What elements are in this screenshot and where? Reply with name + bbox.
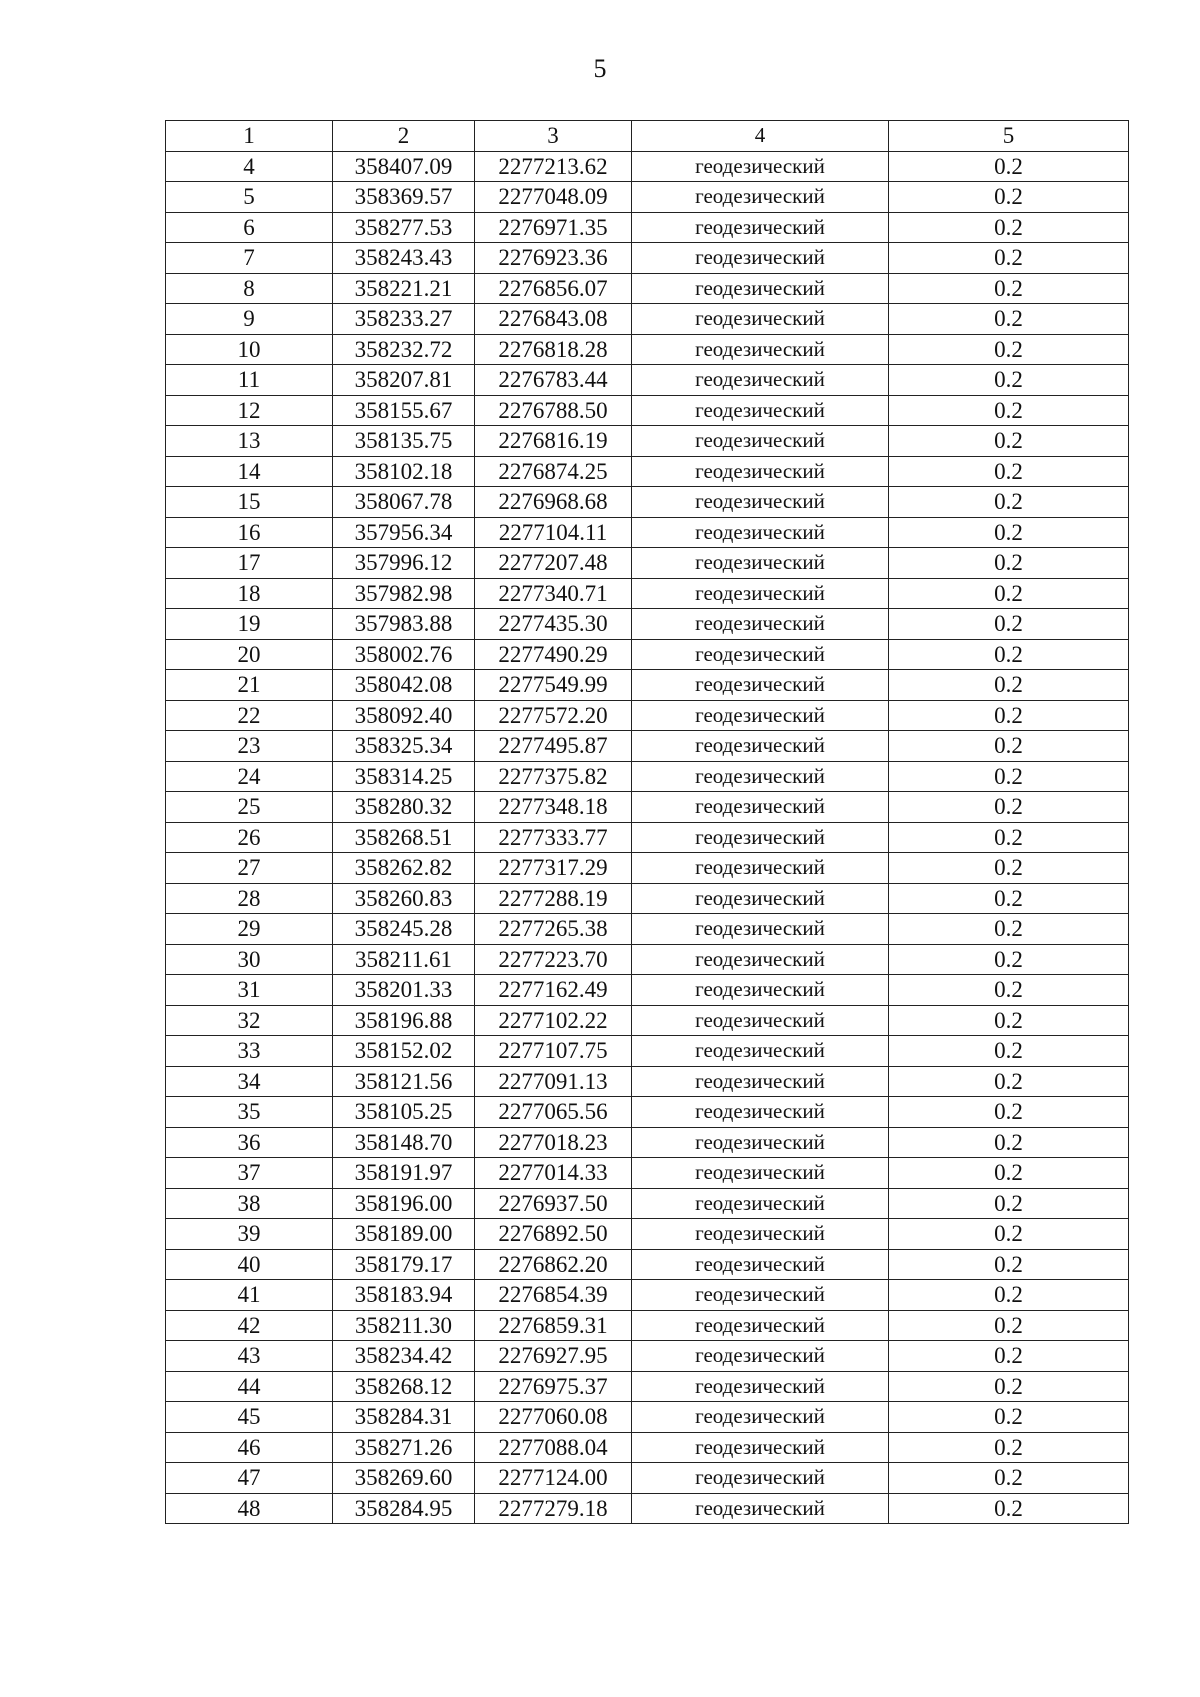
- accuracy-cell: 0.2: [889, 853, 1129, 884]
- method-cell: геодезический: [632, 700, 889, 731]
- method-cell: геодезический: [632, 1432, 889, 1463]
- method-cell: геодезический: [632, 761, 889, 792]
- y-coordinate-cell: 2277333.77: [475, 822, 632, 853]
- x-coordinate-cell: 358196.00: [333, 1188, 475, 1219]
- point-number-cell: 21: [166, 670, 333, 701]
- accuracy-cell: 0.2: [889, 426, 1129, 457]
- method-cell: геодезический: [632, 151, 889, 182]
- y-coordinate-cell: 2277317.29: [475, 853, 632, 884]
- method-cell: геодезический: [632, 365, 889, 396]
- point-number-cell: 6: [166, 212, 333, 243]
- x-coordinate-cell: 358191.97: [333, 1158, 475, 1189]
- x-coordinate-cell: 358183.94: [333, 1280, 475, 1311]
- point-number-cell: 46: [166, 1432, 333, 1463]
- point-number-cell: 12: [166, 395, 333, 426]
- point-number-cell: 34: [166, 1066, 333, 1097]
- point-number-cell: 35: [166, 1097, 333, 1128]
- y-coordinate-cell: 2277348.18: [475, 792, 632, 823]
- y-coordinate-cell: 2277279.18: [475, 1493, 632, 1524]
- accuracy-cell: 0.2: [889, 1097, 1129, 1128]
- point-number-cell: 41: [166, 1280, 333, 1311]
- y-coordinate-cell: 2277207.48: [475, 548, 632, 579]
- point-number-cell: 4: [166, 151, 333, 182]
- accuracy-cell: 0.2: [889, 1036, 1129, 1067]
- y-coordinate-cell: 2276818.28: [475, 334, 632, 365]
- table-row: [166, 853, 1129, 884]
- accuracy-cell: 0.2: [889, 975, 1129, 1006]
- table-row: [166, 792, 1129, 823]
- method-cell: геодезический: [632, 273, 889, 304]
- table-row: [166, 243, 1129, 274]
- method-cell: геодезический: [632, 1127, 889, 1158]
- y-coordinate-cell: 2277495.87: [475, 731, 632, 762]
- method-cell: геодезический: [632, 1341, 889, 1372]
- y-coordinate-cell: 2277048.09: [475, 182, 632, 213]
- x-coordinate-cell: 358221.21: [333, 273, 475, 304]
- table-row: [166, 1219, 1129, 1250]
- table-row: [166, 182, 1129, 213]
- point-number-cell: 24: [166, 761, 333, 792]
- x-coordinate-cell: 358325.34: [333, 731, 475, 762]
- accuracy-cell: 0.2: [889, 487, 1129, 518]
- point-number-cell: 31: [166, 975, 333, 1006]
- accuracy-cell: 0.2: [889, 1188, 1129, 1219]
- x-coordinate-cell: 358002.76: [333, 639, 475, 670]
- point-number-cell: 39: [166, 1219, 333, 1250]
- method-cell: геодезический: [632, 1463, 889, 1494]
- table-row: [166, 1493, 1129, 1524]
- accuracy-cell: 0.2: [889, 243, 1129, 274]
- table-body: [166, 121, 1129, 1524]
- accuracy-cell: 0.2: [889, 1493, 1129, 1524]
- x-coordinate-cell: 358135.75: [333, 426, 475, 457]
- x-coordinate-cell: 358201.33: [333, 975, 475, 1006]
- table-row: [166, 670, 1129, 701]
- x-coordinate-cell: 358268.51: [333, 822, 475, 853]
- y-coordinate-cell: 2277104.11: [475, 517, 632, 548]
- x-coordinate-cell: 358207.81: [333, 365, 475, 396]
- accuracy-cell: 0.2: [889, 1249, 1129, 1280]
- table-row: [166, 334, 1129, 365]
- method-cell: геодезический: [632, 517, 889, 548]
- method-cell: геодезический: [632, 914, 889, 945]
- table-row: [166, 731, 1129, 762]
- table-row: [166, 761, 1129, 792]
- accuracy-cell: 0.2: [889, 182, 1129, 213]
- x-coordinate-cell: 357983.88: [333, 609, 475, 640]
- point-number-cell: 18: [166, 578, 333, 609]
- x-coordinate-cell: 358121.56: [333, 1066, 475, 1097]
- method-cell: геодезический: [632, 1280, 889, 1311]
- method-cell: геодезический: [632, 548, 889, 579]
- accuracy-cell: 0.2: [889, 822, 1129, 853]
- accuracy-cell: 0.2: [889, 1310, 1129, 1341]
- y-coordinate-cell: 2277088.04: [475, 1432, 632, 1463]
- point-number-cell: 27: [166, 853, 333, 884]
- x-coordinate-cell: 358211.30: [333, 1310, 475, 1341]
- y-coordinate-cell: 2276854.39: [475, 1280, 632, 1311]
- page-number: 5: [593, 54, 607, 83]
- table-row: [166, 1310, 1129, 1341]
- y-coordinate-cell: 2276971.35: [475, 212, 632, 243]
- y-coordinate-cell: 2276783.44: [475, 365, 632, 396]
- accuracy-cell: 0.2: [889, 578, 1129, 609]
- point-number-cell: 48: [166, 1493, 333, 1524]
- table-row: [166, 548, 1129, 579]
- x-coordinate-cell: 358245.28: [333, 914, 475, 945]
- accuracy-cell: 0.2: [889, 639, 1129, 670]
- table-row: [166, 1463, 1129, 1494]
- method-cell: геодезический: [632, 944, 889, 975]
- y-coordinate-cell: 2277340.71: [475, 578, 632, 609]
- accuracy-cell: 0.2: [889, 1432, 1129, 1463]
- y-coordinate-cell: 2276927.95: [475, 1341, 632, 1372]
- y-coordinate-cell: 2276816.19: [475, 426, 632, 457]
- x-coordinate-cell: 358179.17: [333, 1249, 475, 1280]
- accuracy-cell: 0.2: [889, 914, 1129, 945]
- x-coordinate-cell: 358277.53: [333, 212, 475, 243]
- x-coordinate-cell: 358262.82: [333, 853, 475, 884]
- accuracy-cell: 0.2: [889, 395, 1129, 426]
- y-coordinate-cell: 2277490.29: [475, 639, 632, 670]
- point-number-cell: 7: [166, 243, 333, 274]
- point-number-cell: 37: [166, 1158, 333, 1189]
- method-cell: геодезический: [632, 334, 889, 365]
- x-coordinate-cell: 358260.83: [333, 883, 475, 914]
- y-coordinate-cell: 2276923.36: [475, 243, 632, 274]
- accuracy-cell: 0.2: [889, 1127, 1129, 1158]
- method-cell: геодезический: [632, 243, 889, 274]
- y-coordinate-cell: 2276856.07: [475, 273, 632, 304]
- accuracy-cell: 0.2: [889, 334, 1129, 365]
- header-cell: 3: [475, 121, 632, 152]
- accuracy-cell: 0.2: [889, 761, 1129, 792]
- point-number-cell: 40: [166, 1249, 333, 1280]
- y-coordinate-cell: 2277213.62: [475, 151, 632, 182]
- accuracy-cell: 0.2: [889, 609, 1129, 640]
- point-number-cell: 33: [166, 1036, 333, 1067]
- header-cell: 1: [166, 121, 333, 152]
- accuracy-cell: 0.2: [889, 883, 1129, 914]
- y-coordinate-cell: 2277162.49: [475, 975, 632, 1006]
- header-cell: 2: [333, 121, 475, 152]
- table-row: [166, 1402, 1129, 1433]
- method-cell: геодезический: [632, 1036, 889, 1067]
- method-cell: геодезический: [632, 639, 889, 670]
- table-row: [166, 1280, 1129, 1311]
- point-number-cell: 38: [166, 1188, 333, 1219]
- point-number-cell: 16: [166, 517, 333, 548]
- table-row: [166, 944, 1129, 975]
- y-coordinate-cell: 2276892.50: [475, 1219, 632, 1250]
- y-coordinate-cell: 2276862.20: [475, 1249, 632, 1280]
- method-cell: геодезический: [632, 975, 889, 1006]
- accuracy-cell: 0.2: [889, 670, 1129, 701]
- accuracy-cell: 0.2: [889, 944, 1129, 975]
- table-row: [166, 273, 1129, 304]
- point-number-cell: 47: [166, 1463, 333, 1494]
- accuracy-cell: 0.2: [889, 731, 1129, 762]
- x-coordinate-cell: 358284.95: [333, 1493, 475, 1524]
- method-cell: геодезический: [632, 1219, 889, 1250]
- point-number-cell: 32: [166, 1005, 333, 1036]
- y-coordinate-cell: 2277124.00: [475, 1463, 632, 1494]
- y-coordinate-cell: 2277223.70: [475, 944, 632, 975]
- y-coordinate-cell: 2276859.31: [475, 1310, 632, 1341]
- method-cell: геодезический: [632, 1310, 889, 1341]
- point-number-cell: 13: [166, 426, 333, 457]
- method-cell: геодезический: [632, 670, 889, 701]
- x-coordinate-cell: 358092.40: [333, 700, 475, 731]
- table-row: [166, 700, 1129, 731]
- table-row: [166, 1158, 1129, 1189]
- table-row: [166, 1341, 1129, 1372]
- y-coordinate-cell: 2277091.13: [475, 1066, 632, 1097]
- x-coordinate-cell: 358105.25: [333, 1097, 475, 1128]
- method-cell: геодезический: [632, 853, 889, 884]
- accuracy-cell: 0.2: [889, 1219, 1129, 1250]
- point-number-cell: 30: [166, 944, 333, 975]
- accuracy-cell: 0.2: [889, 304, 1129, 335]
- header-cell: 5: [889, 121, 1129, 152]
- point-number-cell: 42: [166, 1310, 333, 1341]
- y-coordinate-cell: 2276843.08: [475, 304, 632, 335]
- method-cell: геодезический: [632, 1158, 889, 1189]
- method-cell: геодезический: [632, 731, 889, 762]
- table-row: [166, 639, 1129, 670]
- x-coordinate-cell: 358314.25: [333, 761, 475, 792]
- table-row: [166, 487, 1129, 518]
- x-coordinate-cell: 357996.12: [333, 548, 475, 579]
- table-row: [166, 914, 1129, 945]
- table-row: [166, 975, 1129, 1006]
- x-coordinate-cell: 358407.09: [333, 151, 475, 182]
- y-coordinate-cell: 2277288.19: [475, 883, 632, 914]
- method-cell: геодезический: [632, 1097, 889, 1128]
- accuracy-cell: 0.2: [889, 212, 1129, 243]
- table-row: [166, 426, 1129, 457]
- point-number-cell: 14: [166, 456, 333, 487]
- y-coordinate-cell: 2276975.37: [475, 1371, 632, 1402]
- coordinates-table: [165, 120, 1129, 1524]
- table-row: [166, 1432, 1129, 1463]
- point-number-cell: 25: [166, 792, 333, 823]
- x-coordinate-cell: 358284.31: [333, 1402, 475, 1433]
- x-coordinate-cell: 358042.08: [333, 670, 475, 701]
- x-coordinate-cell: 358268.12: [333, 1371, 475, 1402]
- point-number-cell: 10: [166, 334, 333, 365]
- y-coordinate-cell: 2276788.50: [475, 395, 632, 426]
- y-coordinate-cell: 2277549.99: [475, 670, 632, 701]
- table-row: [166, 578, 1129, 609]
- accuracy-cell: 0.2: [889, 548, 1129, 579]
- method-cell: геодезический: [632, 792, 889, 823]
- table-row: [166, 1005, 1129, 1036]
- point-number-cell: 8: [166, 273, 333, 304]
- method-cell: геодезический: [632, 426, 889, 457]
- table-row: [166, 883, 1129, 914]
- y-coordinate-cell: 2277435.30: [475, 609, 632, 640]
- method-cell: геодезический: [632, 212, 889, 243]
- point-number-cell: 11: [166, 365, 333, 396]
- table-row: [166, 822, 1129, 853]
- x-coordinate-cell: 358152.02: [333, 1036, 475, 1067]
- method-cell: геодезический: [632, 395, 889, 426]
- x-coordinate-cell: 358196.88: [333, 1005, 475, 1036]
- table-row: [166, 1371, 1129, 1402]
- y-coordinate-cell: 2277375.82: [475, 761, 632, 792]
- point-number-cell: 45: [166, 1402, 333, 1433]
- point-number-cell: 5: [166, 182, 333, 213]
- table-row: [166, 1249, 1129, 1280]
- table-row: [166, 151, 1129, 182]
- table-row: [166, 1036, 1129, 1067]
- y-coordinate-cell: 2277265.38: [475, 914, 632, 945]
- accuracy-cell: 0.2: [889, 1005, 1129, 1036]
- x-coordinate-cell: 358155.67: [333, 395, 475, 426]
- accuracy-cell: 0.2: [889, 365, 1129, 396]
- header-cell: 4: [632, 121, 889, 152]
- x-coordinate-cell: 358189.00: [333, 1219, 475, 1250]
- point-number-cell: 22: [166, 700, 333, 731]
- x-coordinate-cell: 358102.18: [333, 456, 475, 487]
- x-coordinate-cell: 358211.61: [333, 944, 475, 975]
- x-coordinate-cell: 358233.27: [333, 304, 475, 335]
- x-coordinate-cell: 358280.32: [333, 792, 475, 823]
- x-coordinate-cell: 358269.60: [333, 1463, 475, 1494]
- table-row: [166, 1066, 1129, 1097]
- method-cell: геодезический: [632, 487, 889, 518]
- x-coordinate-cell: 357956.34: [333, 517, 475, 548]
- x-coordinate-cell: 358234.42: [333, 1341, 475, 1372]
- point-number-cell: 43: [166, 1341, 333, 1372]
- x-coordinate-cell: 358232.72: [333, 334, 475, 365]
- y-coordinate-cell: 2276968.68: [475, 487, 632, 518]
- x-coordinate-cell: 358067.78: [333, 487, 475, 518]
- x-coordinate-cell: 358148.70: [333, 1127, 475, 1158]
- point-number-cell: 28: [166, 883, 333, 914]
- point-number-cell: 44: [166, 1371, 333, 1402]
- method-cell: геодезический: [632, 1493, 889, 1524]
- point-number-cell: 29: [166, 914, 333, 945]
- method-cell: геодезический: [632, 578, 889, 609]
- table-header-row: [166, 121, 1129, 152]
- point-number-cell: 19: [166, 609, 333, 640]
- table-row: [166, 1127, 1129, 1158]
- y-coordinate-cell: 2276937.50: [475, 1188, 632, 1219]
- method-cell: геодезический: [632, 883, 889, 914]
- accuracy-cell: 0.2: [889, 1066, 1129, 1097]
- y-coordinate-cell: 2277107.75: [475, 1036, 632, 1067]
- method-cell: геодезический: [632, 304, 889, 335]
- method-cell: геодезический: [632, 182, 889, 213]
- accuracy-cell: 0.2: [889, 273, 1129, 304]
- point-number-cell: 15: [166, 487, 333, 518]
- table-row: [166, 517, 1129, 548]
- accuracy-cell: 0.2: [889, 517, 1129, 548]
- table-row: [166, 212, 1129, 243]
- accuracy-cell: 0.2: [889, 456, 1129, 487]
- y-coordinate-cell: 2277102.22: [475, 1005, 632, 1036]
- accuracy-cell: 0.2: [889, 1463, 1129, 1494]
- method-cell: геодезический: [632, 1188, 889, 1219]
- table-row: [166, 609, 1129, 640]
- accuracy-cell: 0.2: [889, 1341, 1129, 1372]
- accuracy-cell: 0.2: [889, 1371, 1129, 1402]
- method-cell: геодезический: [632, 609, 889, 640]
- y-coordinate-cell: 2277060.08: [475, 1402, 632, 1433]
- method-cell: геодезический: [632, 1249, 889, 1280]
- table-row: [166, 1097, 1129, 1128]
- x-coordinate-cell: 358369.57: [333, 182, 475, 213]
- table-row: [166, 395, 1129, 426]
- accuracy-cell: 0.2: [889, 1280, 1129, 1311]
- point-number-cell: 26: [166, 822, 333, 853]
- point-number-cell: 17: [166, 548, 333, 579]
- x-coordinate-cell: 357982.98: [333, 578, 475, 609]
- x-coordinate-cell: 358243.43: [333, 243, 475, 274]
- accuracy-cell: 0.2: [889, 151, 1129, 182]
- accuracy-cell: 0.2: [889, 792, 1129, 823]
- y-coordinate-cell: 2277018.23: [475, 1127, 632, 1158]
- accuracy-cell: 0.2: [889, 1158, 1129, 1189]
- method-cell: геодезический: [632, 1005, 889, 1036]
- point-number-cell: 20: [166, 639, 333, 670]
- table-row: [166, 456, 1129, 487]
- method-cell: геодезический: [632, 822, 889, 853]
- point-number-cell: 36: [166, 1127, 333, 1158]
- y-coordinate-cell: 2277014.33: [475, 1158, 632, 1189]
- y-coordinate-cell: 2277065.56: [475, 1097, 632, 1128]
- point-number-cell: 9: [166, 304, 333, 335]
- method-cell: геодезический: [632, 1402, 889, 1433]
- method-cell: геодезический: [632, 1371, 889, 1402]
- table-row: [166, 304, 1129, 335]
- accuracy-cell: 0.2: [889, 700, 1129, 731]
- accuracy-cell: 0.2: [889, 1402, 1129, 1433]
- x-coordinate-cell: 358271.26: [333, 1432, 475, 1463]
- table-row: [166, 1188, 1129, 1219]
- y-coordinate-cell: 2277572.20: [475, 700, 632, 731]
- method-cell: геодезический: [632, 1066, 889, 1097]
- y-coordinate-cell: 2276874.25: [475, 456, 632, 487]
- table-row: [166, 365, 1129, 396]
- method-cell: геодезический: [632, 456, 889, 487]
- point-number-cell: 23: [166, 731, 333, 762]
